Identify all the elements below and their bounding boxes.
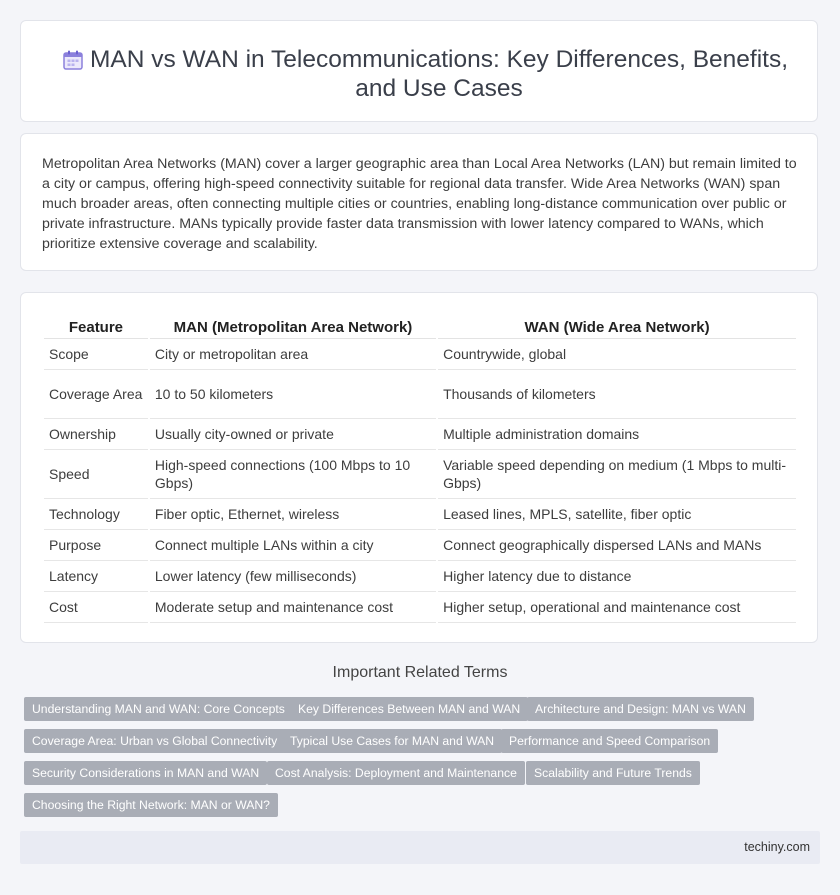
table-cell: Usually city-owned or private <box>150 419 436 450</box>
table-cell: Leased lines, MPLS, satellite, fiber optic <box>438 499 796 530</box>
table-row <box>44 499 796 530</box>
related-term-tag[interactable]: Understanding MAN and WAN: Core Concepts <box>24 697 293 721</box>
table-cell: 10 to 50 kilometers <box>150 370 436 419</box>
header-man: MAN (Metropolitan Area Network) <box>150 314 436 339</box>
table-cell: Countrywide, global <box>438 339 796 370</box>
table-cell: City or metropolitan area <box>150 339 436 370</box>
table-row <box>44 419 796 450</box>
header-wan: WAN (Wide Area Network) <box>438 314 796 339</box>
intro-paragraph: Metropolitan Area Networks (MAN) cover a larger geographic area than Local Area Networks (LAN) but remain limited to a city or campus, offering high-speed connectivity suitable for regional data transfer. Wide Area Networks (WAN) span much broader areas, often connecting multiple cities or countries, enabling long-distance communication over public or private infrastructure. MANs typically provide faster data transmission with lower latency compared to WANs, which prioritize extensive coverage and scalability. <box>42 156 797 252</box>
footer-site[interactable]: techiny.com <box>744 840 810 854</box>
table-row <box>44 530 796 561</box>
comparison-table <box>42 314 798 623</box>
table-cell: Moderate setup and maintenance cost <box>150 592 436 623</box>
table-row <box>44 450 796 499</box>
related-term-tag[interactable]: Performance and Speed Comparison <box>501 729 718 753</box>
table-cell: Multiple administration domains <box>438 419 796 450</box>
table-cell: Coverage Area <box>44 370 148 419</box>
table-row <box>44 339 796 370</box>
table-row <box>44 561 796 592</box>
comparison-table-card <box>20 292 818 643</box>
header-feature: Feature <box>44 314 148 339</box>
table-cell: Purpose <box>44 530 148 561</box>
table-cell: Cost <box>44 592 148 623</box>
title-card <box>20 20 818 122</box>
intro-card <box>20 133 818 271</box>
table-cell: Technology <box>44 499 148 530</box>
table-cell: Higher setup, operational and maintenance cost <box>438 592 796 623</box>
related-term-tag[interactable]: Security Considerations in MAN and WAN <box>24 761 267 785</box>
related-terms-heading: Important Related Terms <box>332 664 508 681</box>
footer <box>20 831 820 864</box>
related-term-tag[interactable]: Typical Use Cases for MAN and WAN <box>282 729 502 753</box>
table-cell: High-speed connections (100 Mbps to 10 Gbps) <box>150 450 436 499</box>
table-row <box>44 592 796 623</box>
table-cell: Lower latency (few milliseconds) <box>150 561 436 592</box>
table-cell: Thousands of kilometers <box>438 370 796 419</box>
related-term-tag[interactable]: Choosing the Right Network: MAN or WAN? <box>24 793 278 817</box>
table-cell: Speed <box>44 450 148 499</box>
table-row <box>44 370 796 419</box>
table-cell: Scope <box>44 339 148 370</box>
table-cell: Fiber optic, Ethernet, wireless <box>150 499 436 530</box>
table-cell: Latency <box>44 561 148 592</box>
related-term-tag[interactable]: Cost Analysis: Deployment and Maintenance <box>267 761 525 785</box>
table-cell: Ownership <box>44 419 148 450</box>
table-cell: Higher latency due to distance <box>438 561 796 592</box>
table-cell: Variable speed depending on medium (1 Mbps to multi-Gbps) <box>438 450 796 499</box>
related-term-tag[interactable]: Key Differences Between MAN and WAN <box>290 697 528 721</box>
page-title: MAN vs WAN in Telecommunications: Key Differences, Benefits, and Use Cases <box>89 46 789 102</box>
table-cell: Connect geographically dispersed LANs and MANs <box>438 530 796 561</box>
table-header-row <box>44 314 796 339</box>
table-cell: Connect multiple LANs within a city <box>150 530 436 561</box>
related-term-tag[interactable]: Architecture and Design: MAN vs WAN <box>527 697 754 721</box>
related-term-tag[interactable]: Scalability and Future Trends <box>526 761 700 785</box>
related-term-tag[interactable]: Coverage Area: Urban vs Global Connectivity <box>24 729 285 753</box>
